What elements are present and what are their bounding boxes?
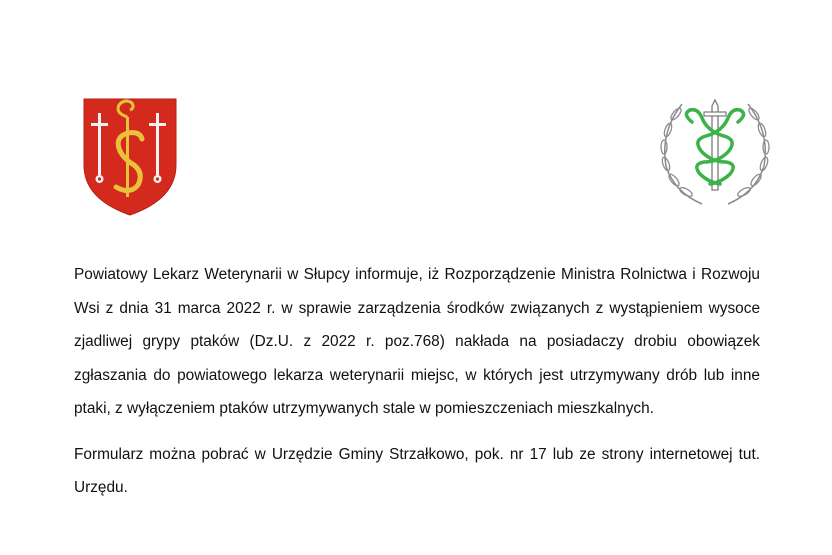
- veterinary-inspection-emblem-icon: [652, 92, 778, 208]
- form-info-paragraph: Formularz można pobrać w Urzędzie Gminy Strzałkowo, pok. nr 17 lub ze strony internetowej tut. Urzędu.: [74, 445, 760, 496]
- coat-of-arms-icon: [80, 95, 180, 217]
- announcement-paragraph: Powiatowy Lekarz Weterynarii w Słupcy informuje, iż Rozporządzenie Ministra Rolnictwa i Rozwoju Wsi z dnia 31 marca 2022 r. w sprawie zarządzenia środków związanych z wystąpieniem wysoce zjadliwej grypy ptaków (Dz.U. z 2022 r. poz.768) nakłada na posiadaczy drobiu obowiązek zgłaszania do powiatowego lekarza weterynarii miejsc, w których jest utrzymywany drób lub inne ptaki, z wyłączeniem ptaków utrzymywanych stale w pomieszczeniach mieszkalnych.: [74, 266, 760, 417]
- announcement-body: [74, 258, 760, 505]
